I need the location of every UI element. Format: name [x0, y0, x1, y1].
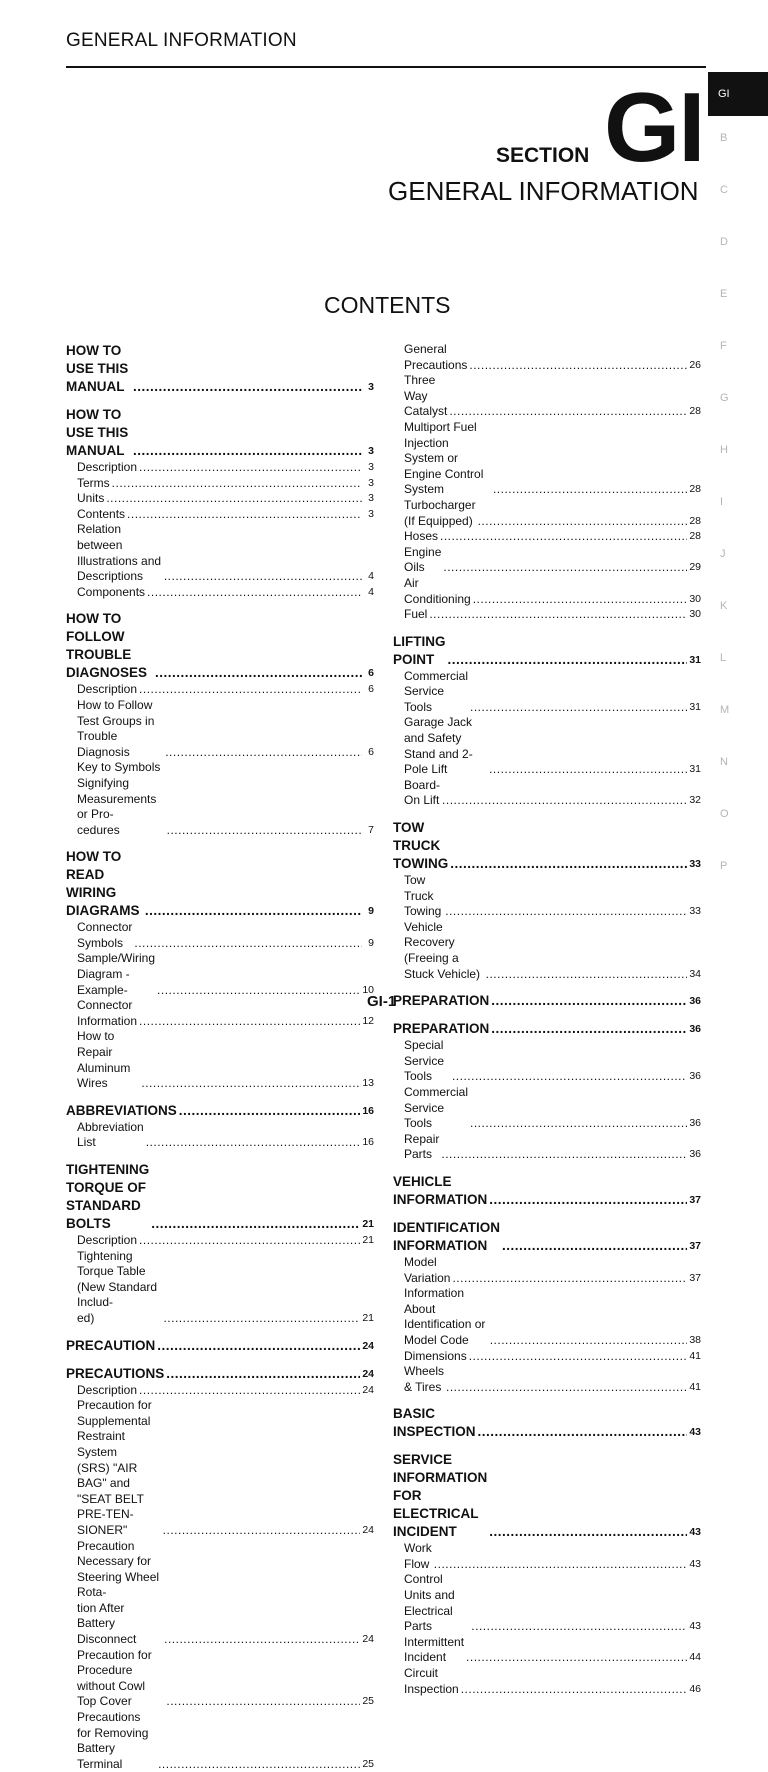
toc-page-number: 3 — [368, 476, 374, 489]
toc-page-number: 43 — [689, 1557, 701, 1570]
toc-entry-title: Commercial Service Tools — [404, 668, 469, 714]
toc-entry-title: Description — [77, 1233, 138, 1247]
toc-heading[interactable] — [66, 1161, 374, 1233]
toc-entry[interactable] — [393, 529, 701, 545]
toc-heading[interactable] — [393, 1173, 701, 1209]
dot-leader — [434, 1557, 688, 1573]
toc-entry[interactable] — [66, 1539, 374, 1648]
toc-entry[interactable] — [393, 1085, 701, 1132]
dot-leader — [139, 1233, 360, 1249]
toc-page-number: 37 — [689, 1193, 701, 1206]
toc-entry-title: Circuit Inspection — [404, 1666, 459, 1696]
toc-entry-title: HOW TO USE THIS MANUAL — [66, 343, 129, 394]
toc-entry-title: TIGHTENING TORQUE OF STANDARD BOLTS — [66, 1162, 150, 1231]
toc-entry-title: Precautions for Removing Battery Terminal — [77, 1710, 149, 1771]
toc-heading[interactable] — [66, 406, 374, 460]
toc-entry-title: Air Conditioning — [404, 575, 471, 606]
toc-page-number: 21 — [362, 1218, 374, 1230]
section-tab-i[interactable]: I — [720, 496, 724, 508]
toc-left-column — [66, 342, 374, 1772]
toc-entry-title: SERVICE INFORMATION FOR ELECTRICAL INCIDENT — [393, 1452, 488, 1540]
section-tab-c[interactable]: C — [720, 184, 728, 196]
toc-entry[interactable] — [66, 760, 374, 838]
toc-entry[interactable] — [66, 1120, 374, 1151]
toc-page-number: 28 — [689, 514, 701, 527]
toc-heading[interactable] — [393, 992, 701, 1010]
dot-leader — [471, 1619, 687, 1635]
section-tab-n[interactable]: N — [720, 756, 728, 768]
toc-entry[interactable] — [66, 507, 374, 523]
toc-page-number: 28 — [689, 405, 701, 418]
toc-page-number: 33 — [689, 858, 701, 871]
toc-entry[interactable] — [66, 698, 374, 760]
toc-page-number: 38 — [689, 1333, 701, 1346]
section-title: GENERAL INFORMATION — [388, 176, 699, 206]
toc-page-number: 46 — [689, 1682, 701, 1695]
dot-leader — [491, 1020, 687, 1038]
toc-page-number: 4 — [368, 570, 374, 583]
toc-page-number: 26 — [689, 358, 701, 371]
toc-entry-title: PREPARATION — [393, 1021, 490, 1037]
toc-entry-title: Sample/Wiring Diagram -Example- — [77, 951, 156, 997]
dot-leader — [133, 442, 362, 460]
toc-entry[interactable] — [66, 1383, 374, 1399]
dot-leader — [445, 904, 687, 920]
toc-entry[interactable] — [66, 682, 374, 698]
dot-leader — [491, 992, 687, 1010]
toc-page-number: 25 — [362, 1695, 374, 1708]
toc-page-number: 16 — [362, 1136, 374, 1149]
dot-leader — [442, 793, 687, 809]
toc-entry-title: Components — [77, 584, 146, 599]
toc-page-number: 25 — [362, 1757, 374, 1770]
dot-leader — [151, 1215, 360, 1233]
toc-entry[interactable] — [393, 1349, 701, 1365]
toc-entry-title: Control Units and Electrical Parts — [404, 1572, 455, 1634]
section-tab-g[interactable]: G — [720, 392, 729, 404]
toc-page-number: 43 — [689, 1620, 701, 1633]
toc-entry-title: Abbreviation List — [77, 1119, 144, 1150]
toc-entry-title: Relation between Illustrations and Descriptions — [77, 522, 162, 584]
toc-entry-title: Description — [77, 682, 138, 697]
toc-entry-title: LIFTING POINT — [393, 633, 446, 667]
toc-entry-title: Units — [77, 491, 105, 506]
dot-leader — [449, 404, 687, 420]
toc-page-number: 29 — [689, 561, 701, 574]
dot-leader — [448, 651, 688, 669]
toc-heading[interactable] — [66, 610, 374, 682]
dot-leader — [493, 482, 687, 498]
section-tab-k[interactable]: K — [720, 600, 728, 612]
toc-entry-title: Description — [77, 1382, 138, 1397]
toc-page-number: 16 — [362, 1104, 374, 1117]
toc-entry[interactable] — [66, 920, 374, 951]
dot-leader — [147, 585, 362, 601]
toc-entry-title: ABBREVIATIONS — [66, 1102, 177, 1118]
section-tab-o[interactable]: O — [720, 808, 729, 820]
section-tab-l[interactable]: L — [720, 652, 727, 664]
toc-page-number: 24 — [362, 1383, 374, 1396]
toc-entry[interactable] — [66, 1648, 374, 1710]
dot-leader — [166, 1365, 360, 1383]
section-tab-p[interactable]: P — [720, 860, 728, 872]
toc-page-number: 28 — [689, 483, 701, 496]
contents-heading: CONTENTS — [324, 292, 451, 318]
toc-page-number: 31 — [689, 653, 701, 666]
toc-entry-title: VEHICLE INFORMATION — [393, 1173, 488, 1207]
toc-page-number: 36 — [689, 1117, 701, 1130]
toc-entry-title: HOW TO FOLLOW TROUBLE DIAGNOSES — [66, 611, 148, 681]
toc-entry[interactable] — [393, 1038, 701, 1085]
toc-page-number: 4 — [368, 585, 374, 598]
section-tab-d[interactable]: D — [720, 236, 728, 248]
toc-entry-title: How to Repair Aluminum Wires — [77, 1029, 131, 1091]
toc-entry-title: Connector Symbols — [77, 920, 133, 950]
toc-page-number: 28 — [689, 530, 701, 543]
toc-page-number: 6 — [368, 745, 374, 758]
dot-leader — [443, 560, 687, 576]
toc-entry[interactable] — [393, 420, 701, 498]
toc-entry[interactable] — [393, 1666, 701, 1697]
dot-leader — [157, 983, 360, 999]
toc-page-number: 32 — [689, 794, 701, 807]
dot-leader — [489, 762, 687, 778]
toc-page-number: 24 — [362, 1633, 374, 1646]
dot-leader — [157, 1337, 360, 1355]
dot-leader — [489, 1191, 687, 1209]
toc-entry[interactable] — [393, 1255, 701, 1286]
dot-leader — [473, 592, 688, 608]
toc-heading[interactable] — [66, 342, 374, 396]
dot-leader — [164, 1632, 360, 1648]
toc-entry-title: Board-On Lift — [404, 777, 441, 808]
dot-leader — [146, 1135, 361, 1151]
toc-page-number: 43 — [689, 1426, 701, 1439]
toc-entry[interactable] — [393, 342, 701, 373]
toc-entry[interactable] — [66, 951, 374, 998]
toc-entry[interactable] — [393, 498, 701, 529]
toc-entry-title: Commercial Service Tools — [404, 1084, 469, 1131]
dot-leader — [478, 514, 688, 530]
toc-page-number: 36 — [689, 1148, 701, 1161]
toc-entry-title: Precaution for Supplemental Restraint System (SRS) "AIR BAG" and "SEAT BELT PRE-TEN- SIONER" — [77, 1398, 152, 1537]
dot-leader — [452, 1271, 687, 1287]
dot-leader — [440, 529, 687, 545]
toc-entry[interactable] — [66, 491, 374, 507]
toc-entry[interactable] — [66, 585, 374, 601]
toc-heading[interactable] — [393, 1020, 701, 1038]
toc-page-number: 24 — [362, 1339, 374, 1352]
dot-leader — [139, 682, 362, 698]
toc-entry-title: IDENTIFICATION INFORMATION — [393, 1219, 500, 1253]
toc-entry-title: HOW TO READ WIRING DIAGRAMS — [66, 849, 140, 919]
toc-page-number: 36 — [689, 1023, 701, 1036]
toc-heading[interactable] — [393, 633, 701, 669]
dot-leader — [179, 1102, 361, 1120]
dot-leader — [166, 1694, 360, 1710]
toc-page-number: 34 — [689, 967, 701, 980]
dot-leader — [466, 1650, 687, 1666]
toc-entry-title: Connector Information — [77, 998, 138, 1028]
toc-page-number: 36 — [689, 995, 701, 1008]
toc-right-column — [393, 342, 701, 1697]
toc-page-number: 6 — [368, 667, 374, 680]
dot-leader — [127, 507, 362, 523]
toc-page-number: 3 — [368, 381, 374, 393]
toc-page-number: 3 — [368, 507, 374, 520]
dot-leader — [441, 1147, 687, 1163]
toc-page-number: 43 — [689, 1526, 701, 1539]
toc-entry-title: Key to Symbols Signifying Measurements or Pro- cedures — [77, 760, 161, 837]
dot-leader — [489, 1523, 687, 1541]
toc-page-number: 7 — [368, 823, 374, 836]
toc-entry[interactable] — [393, 1572, 701, 1634]
toc-entry[interactable] — [393, 1286, 701, 1348]
toc-entry-title: TOW TRUCK TOWING — [393, 820, 449, 872]
toc-entry[interactable] — [66, 1710, 374, 1772]
toc-page-number: 24 — [362, 1367, 374, 1380]
toc-entry-title: Vehicle Recovery (Freeing a Stuck Vehicle) — [404, 919, 481, 981]
toc-entry[interactable] — [66, 998, 374, 1029]
dot-leader — [163, 1311, 360, 1327]
toc-entry[interactable] — [393, 715, 701, 777]
toc-entry[interactable] — [393, 1132, 701, 1163]
section-tab-h[interactable]: H — [720, 444, 728, 456]
toc-entry-title: Garage Jack and Safety Stand and 2-Pole Lift — [404, 715, 473, 777]
dot-leader — [134, 936, 362, 952]
toc-entry-title: Precaution Necessary for Steering Wheel Rota- tion After Battery Disconnect — [77, 1538, 160, 1647]
toc-page-number: 41 — [689, 1349, 701, 1362]
toc-entry-title: Work Flow — [404, 1541, 432, 1571]
toc-entry-title: HOW TO USE THIS MANUAL — [66, 407, 129, 458]
toc-entry[interactable] — [66, 1233, 374, 1249]
dot-leader — [167, 823, 362, 839]
toc-page-number: 3 — [368, 445, 374, 457]
toc-page-number: 37 — [689, 1239, 701, 1252]
dot-leader — [478, 1423, 688, 1441]
dot-leader — [450, 855, 687, 873]
toc-page-number: 10 — [362, 983, 374, 996]
toc-entry[interactable] — [66, 1029, 374, 1091]
toc-entry[interactable] — [66, 1249, 374, 1327]
toc-entry-title: Contents — [77, 506, 126, 521]
toc-entry-title: BASIC INSPECTION — [393, 1406, 476, 1440]
toc-entry-title: Hoses — [404, 529, 439, 544]
toc-heading[interactable] — [393, 819, 701, 873]
toc-entry[interactable] — [66, 1398, 374, 1538]
toc-entry-title: Fuel — [404, 607, 428, 622]
dot-leader — [469, 358, 687, 374]
toc-entry[interactable] — [393, 576, 701, 607]
toc-entry[interactable] — [393, 545, 701, 576]
toc-page-number: 6 — [368, 683, 374, 696]
dot-leader — [429, 607, 687, 623]
toc-entry-title: General Precautions — [404, 342, 468, 372]
toc-heading[interactable] — [66, 848, 374, 920]
dot-leader — [452, 1069, 687, 1085]
toc-entry-title: Intermittent Incident — [404, 1634, 465, 1665]
toc-entry[interactable] — [393, 607, 701, 623]
toc-entry[interactable] — [393, 1541, 701, 1572]
toc-page-number: 44 — [689, 1651, 701, 1664]
toc-entry[interactable] — [66, 460, 374, 476]
toc-page-number: 21 — [362, 1234, 374, 1246]
toc-entry[interactable] — [393, 778, 701, 809]
dot-leader — [139, 1014, 360, 1030]
dot-leader — [145, 902, 362, 920]
dot-leader — [502, 1237, 687, 1255]
toc-page-number: 9 — [368, 936, 374, 949]
toc-page-number: 30 — [689, 608, 701, 621]
toc-entry[interactable] — [393, 669, 701, 716]
dot-leader — [164, 569, 362, 585]
toc-entry-title: Terms — [77, 475, 110, 490]
toc-entry-title: Tow Truck Towing — [404, 873, 442, 919]
section-tab-b[interactable]: B — [720, 132, 728, 144]
toc-entry[interactable] — [393, 1364, 701, 1395]
toc-page-number: 41 — [689, 1380, 701, 1393]
dot-leader — [470, 1116, 687, 1132]
toc-entry-title: PRECAUTIONS — [66, 1365, 165, 1381]
toc-entry-title: Three Way Catalyst — [404, 373, 448, 419]
section-code: GI — [604, 72, 704, 182]
toc-page-number: 33 — [689, 905, 701, 918]
page-header-title: GENERAL INFORMATION — [66, 30, 297, 51]
toc-page-number: 31 — [689, 763, 701, 776]
page-number: GI-1 — [367, 993, 397, 1010]
toc-entry-title: Description — [77, 460, 138, 474]
section-tab-gi[interactable]: GI — [708, 72, 768, 116]
toc-heading[interactable] — [393, 1405, 701, 1441]
toc-entry[interactable] — [393, 1635, 701, 1666]
dot-leader — [490, 1333, 688, 1349]
toc-entry[interactable] — [393, 873, 701, 920]
toc-page-number: 24 — [362, 1523, 374, 1536]
toc-entry[interactable] — [393, 920, 701, 982]
toc-heading[interactable] — [393, 1451, 701, 1541]
toc-page-number: 37 — [689, 1271, 701, 1284]
toc-page-number: 30 — [689, 592, 701, 605]
toc-entry-title: Tightening Torque Table (New Standard Includ- ed) — [77, 1248, 158, 1325]
toc-entry-title: PREPARATION — [393, 993, 490, 1009]
dot-leader — [446, 1380, 687, 1396]
toc-page-number: 3 — [368, 461, 374, 473]
toc-entry[interactable] — [66, 476, 374, 492]
dot-leader — [163, 1523, 361, 1539]
dot-leader — [486, 967, 688, 983]
toc-entry-title: PRECAUTION — [66, 1337, 156, 1353]
toc-entry-title: Turbocharger (If Equipped) — [404, 497, 476, 528]
toc-entry-title: Precaution for Procedure without Cowl Top Cover — [77, 1647, 152, 1709]
toc-entry[interactable] — [66, 522, 374, 584]
toc-entry-title: Information About Identification or Model Code — [404, 1286, 486, 1347]
toc-entry-title: Repair Parts — [404, 1131, 440, 1162]
section-word: SECTION — [496, 144, 590, 167]
dot-leader — [461, 1682, 688, 1698]
toc-page-number: 13 — [362, 1077, 374, 1090]
toc-page-number: 12 — [362, 1014, 374, 1027]
toc-entry-title: Special Service Tools — [404, 1038, 445, 1084]
section-index-tabs — [708, 72, 768, 896]
section-tab-m[interactable]: M — [720, 704, 730, 716]
toc-heading[interactable] — [66, 1337, 374, 1355]
toc-page-number: 21 — [362, 1311, 374, 1324]
dot-leader — [106, 491, 362, 507]
dot-leader — [470, 700, 687, 716]
dot-leader — [155, 664, 362, 682]
section-tab-e[interactable]: E — [720, 288, 728, 300]
toc-page-number: 31 — [689, 700, 701, 713]
dot-leader — [139, 1383, 360, 1399]
toc-entry-title: Wheels & Tires — [404, 1364, 445, 1394]
dot-leader — [139, 460, 362, 476]
toc-entry-title: Multiport Fuel Injection System or Engine Control System — [404, 419, 484, 497]
toc-heading[interactable] — [393, 1219, 701, 1255]
dot-leader — [165, 745, 362, 761]
toc-heading[interactable] — [66, 1365, 374, 1383]
toc-heading[interactable] — [66, 1102, 374, 1120]
toc-page-number: 9 — [368, 905, 374, 918]
toc-page-number: 3 — [368, 492, 374, 505]
dot-leader — [141, 1076, 360, 1092]
toc-entry-title: Model Variation — [404, 1254, 451, 1285]
dot-leader — [133, 378, 362, 396]
section-tab-j[interactable]: J — [720, 548, 726, 560]
dot-leader — [112, 476, 362, 492]
dot-leader — [469, 1349, 688, 1365]
toc-page-number: 36 — [689, 1070, 701, 1083]
toc-entry[interactable] — [393, 373, 701, 420]
toc-entry-title: Engine Oils — [404, 544, 442, 575]
dot-leader — [158, 1757, 360, 1772]
toc-entry-title: How to Follow Test Groups in Trouble Diagnosis — [77, 697, 155, 759]
header-rule — [66, 66, 706, 68]
section-tab-f[interactable]: F — [720, 340, 727, 352]
toc-entry-title: Dimensions — [404, 1348, 467, 1363]
